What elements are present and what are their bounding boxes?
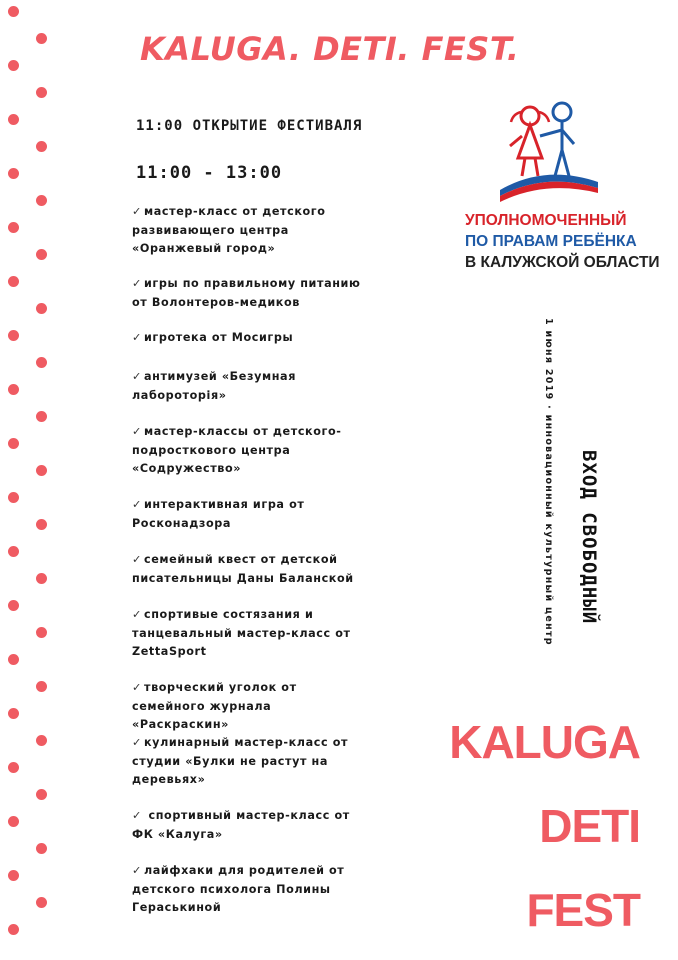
decorative-dot — [36, 627, 47, 638]
event-date-place: 1 июня 2019 · инновационный культурный центр — [543, 318, 554, 646]
decorative-dot — [8, 546, 19, 557]
program-item: ✓ мастер-классы от детского-подросткового центра «Содружество» — [132, 425, 342, 475]
brand-line-1: KALUGA — [449, 716, 640, 768]
brand-line-2: DETI — [539, 800, 640, 852]
check-mark-icon: ✓ — [132, 553, 142, 566]
decorative-dot — [8, 708, 19, 719]
decorative-dot — [8, 6, 19, 17]
decorative-dot — [8, 222, 19, 233]
program-item: ✓ лайфхаки для родителей от детского психолога Полины Гераськиной — [132, 864, 345, 914]
check-mark-icon: ✓ — [132, 331, 142, 344]
brand-line-3: FEST — [526, 884, 640, 936]
decorative-dot — [8, 654, 19, 665]
decorative-dot — [36, 681, 47, 692]
decorative-dot — [8, 114, 19, 125]
decorative-dot — [36, 843, 47, 854]
decorative-dot — [8, 762, 19, 773]
check-mark-icon: ✓ — [132, 370, 142, 383]
logo-line-3: В КАЛУЖСКОЙ ОБЛАСТИ — [465, 254, 660, 271]
program-item: ✓ спортивые состязания и танцевальный мастер-класс от ZettaSport — [132, 608, 351, 658]
decorative-dot — [36, 357, 47, 368]
program-item: ✓ игры по правильному питанию от Волонтеров-медиков — [132, 277, 361, 309]
decorative-dot — [8, 870, 19, 881]
check-mark-icon: ✓ — [132, 277, 142, 290]
program-item: ✓ семейный квест от детской писательницы Даны Баланской — [132, 553, 354, 585]
program-item: ✓ спортивный мастер-класс от ФК «Калуга» — [132, 809, 350, 841]
decorative-dot — [36, 87, 47, 98]
decorative-dot — [8, 168, 19, 179]
check-mark-icon: ✓ — [132, 608, 142, 621]
schedule-time-range: 11:00 - 13:00 — [136, 163, 283, 183]
decorative-dot — [8, 816, 19, 827]
decorative-dot — [36, 411, 47, 422]
decorative-dot — [8, 600, 19, 611]
decorative-dot — [36, 519, 47, 530]
decorative-dot — [36, 897, 47, 908]
page-title: KALUGA. DETI. FEST. — [140, 30, 520, 68]
program-item: ✓ кулинарный мастер-класс от студии «Булки не растут на деревьях» — [132, 736, 349, 786]
decorative-dot — [8, 438, 19, 449]
check-mark-icon: ✓ — [132, 736, 142, 749]
decorative-dot — [36, 195, 47, 206]
program-item: ✓ игротека от Мосигры — [132, 331, 294, 344]
free-entry-label: ВХОД СВОБОДНЫЙ — [578, 450, 600, 625]
logo-line-1: УПОЛНОМОЧЕННЫЙ — [465, 212, 627, 229]
decorative-dot — [8, 276, 19, 287]
decorative-dot — [36, 249, 47, 260]
check-mark-icon: ✓ — [132, 425, 142, 438]
opening-time: 11:00 ОТКРЫТИЕ ФЕСТИВАЛЯ — [136, 118, 363, 134]
decorative-dot — [8, 330, 19, 341]
festival-brand — [410, 700, 640, 952]
decorative-dot — [8, 924, 19, 935]
program-item: ✓ мастер-класс от детского развивающего центра «Оранжевый город» — [132, 205, 326, 255]
decorative-dot — [36, 33, 47, 44]
logo-line-2: ПО ПРАВАМ РЕБЁНКА — [465, 233, 637, 250]
program-item: ✓ антимузей «Безумная лабороторія» — [132, 370, 296, 402]
decorative-dot — [8, 492, 19, 503]
decorative-dot — [36, 141, 47, 152]
decorative-dot — [36, 465, 47, 476]
program-item: ✓ интерактивная игра от Росконадзора — [132, 498, 305, 530]
decorative-dot — [8, 60, 19, 71]
ombudsman-logo-text — [465, 210, 665, 273]
check-mark-icon: ✓ — [132, 681, 142, 694]
program-item: ✓ творческий уголок от семейного журнала «Раскраскин» — [132, 681, 297, 731]
check-mark-icon: ✓ — [132, 864, 142, 877]
decorative-dot — [36, 789, 47, 800]
check-mark-icon: ✓ — [132, 205, 142, 218]
decorative-dot — [36, 573, 47, 584]
decorative-dot — [36, 303, 47, 314]
check-mark-icon: ✓ — [132, 498, 142, 511]
decorative-dot-border — [0, 0, 60, 960]
check-mark-icon: ✓ — [132, 809, 142, 822]
decorative-dot — [8, 384, 19, 395]
decorative-dot — [36, 735, 47, 746]
